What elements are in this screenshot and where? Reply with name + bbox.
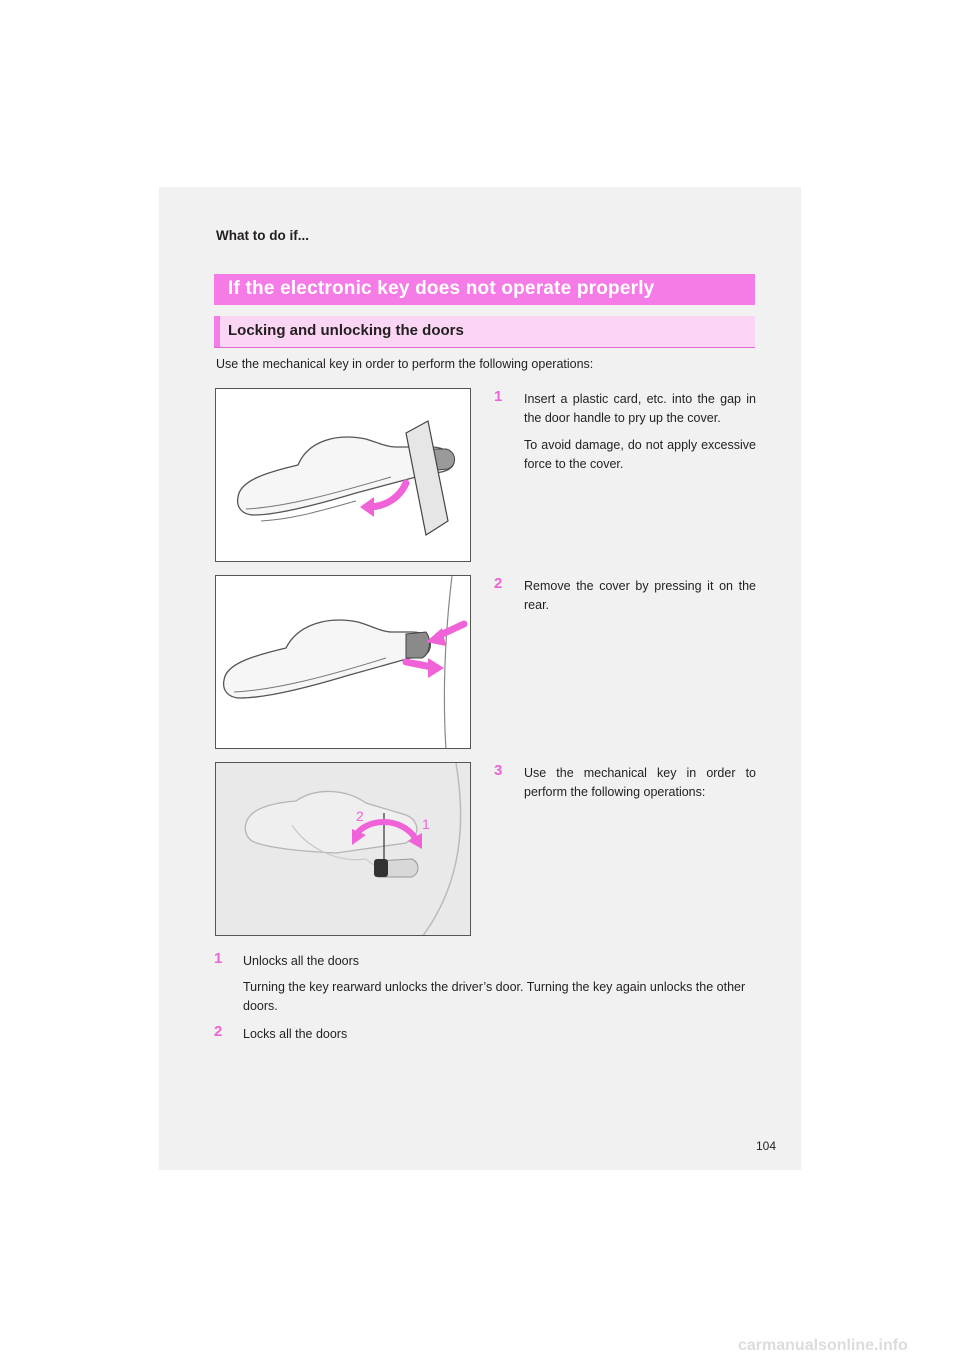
step-3-number: 3 [494, 762, 503, 779]
running-head: What to do if... [216, 228, 309, 243]
page-number: 104 [756, 1139, 777, 1153]
step-2-number: 2 [494, 575, 503, 592]
step-1-note: To avoid damage, do not apply excessive force to the cover. [524, 438, 756, 471]
figure-remove-cover [215, 575, 471, 749]
section-title-bar [214, 274, 755, 305]
figure3-label-1: 1 [422, 816, 430, 832]
figure-pry-cover [215, 388, 471, 562]
subsection-title: Locking and unlocking the doors [228, 322, 464, 339]
item-1-note: Turning the key rearward unlocks the driver’s door. Turning the key again unlocks the other doors. [243, 980, 746, 1013]
item-1-number: 1 [214, 950, 223, 967]
figure3-label-2: 2 [356, 808, 364, 824]
item-1-text: Unlocks all the doors [243, 954, 360, 968]
step-1-number: 1 [494, 388, 503, 405]
step-2 [494, 577, 756, 615]
intro-text: Use the mechanical key in order to perform the following operations: [216, 357, 594, 371]
step-1 [494, 390, 756, 474]
watermark: carmanualsonline.info [738, 1337, 908, 1354]
item-2-number: 2 [214, 1023, 223, 1040]
item-2-text: Locks all the doors [243, 1027, 348, 1041]
list-item-unlock [214, 952, 756, 1016]
step-2-text: Remove the cover by pressing it on the rear. [524, 579, 756, 612]
figure-mechanical-key [215, 762, 471, 936]
step-3-text: Use the mechanical key in order to perform the following operations: [524, 766, 756, 799]
step-1-text: Insert a plastic card, etc. into the gap in the door handle to pry up the cover. [524, 392, 756, 425]
step-3 [494, 764, 756, 802]
subsection-title-bar [214, 316, 755, 348]
list-item-lock [214, 1025, 756, 1044]
section-title: If the electronic key does not operate properly [228, 278, 655, 299]
